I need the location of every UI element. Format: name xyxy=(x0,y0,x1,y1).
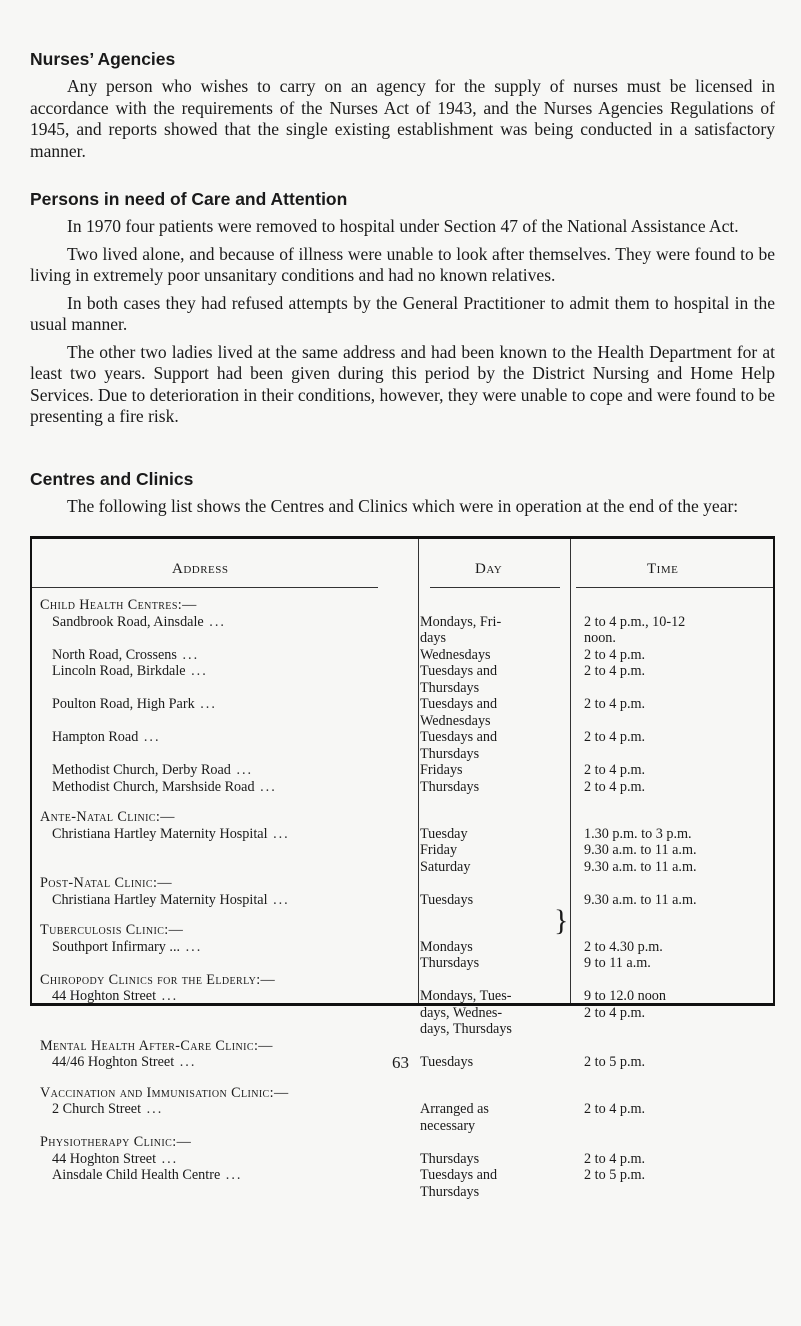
address-text: Lincoln Road, Birkdale xyxy=(52,663,186,679)
address-text: Ainsdale Child Health Centre xyxy=(52,1167,221,1183)
leader-dots: ... xyxy=(220,1167,243,1183)
time-cell: 2 to 4 p.m. xyxy=(584,696,646,712)
header-address: Address xyxy=(172,561,229,577)
table-row xyxy=(32,729,773,746)
leader-dots: ... xyxy=(156,988,179,1004)
address-text: 2 Church Street xyxy=(52,1101,142,1117)
address-cell xyxy=(32,779,412,796)
leader-dots: ... xyxy=(194,696,217,712)
table-row xyxy=(32,746,773,763)
table-row xyxy=(32,988,773,1005)
time-cell: 2 to 5 p.m. xyxy=(584,1054,646,1070)
day-cell: Mondays, Fri- xyxy=(420,613,502,630)
time-cell: 2 to 4 p.m. xyxy=(584,1004,646,1021)
heading-persons-in-need: Persons in need of Care and Attention xyxy=(30,189,348,209)
day-cell: Wednesdays xyxy=(420,646,491,663)
day-cell: days, Wednes- xyxy=(420,1004,503,1021)
address-cell xyxy=(32,663,412,680)
table-row xyxy=(32,663,773,680)
address-text: Hampton Road xyxy=(52,729,139,745)
day-cell: days xyxy=(420,630,447,646)
leader-dots: ... xyxy=(156,1150,179,1167)
address-cell xyxy=(32,939,412,956)
paragraph-persons-1: In 1970 four patients were removed to hospital under Section 47 of the National Assistance Act. xyxy=(67,216,739,236)
day-cell: Saturday xyxy=(420,858,471,875)
time-cell: 2 to 4 p.m. xyxy=(584,1101,646,1117)
time-cell: 2 to 4 p.m. xyxy=(584,1150,646,1167)
day-cell: necessary xyxy=(420,1117,476,1134)
leader-dots: ... xyxy=(185,663,208,679)
leader-dots: ... xyxy=(203,613,226,630)
day-cell: Tuesdays and xyxy=(420,696,498,712)
time-cell: 2 to 4 p.m. xyxy=(584,646,646,663)
paragraph-persons-4: The other two ladies lived at the same address and had been known to the Health Department for at least two years. Support had been given during this period by the District Nursing and Home Help Services. Due to deterioration in their conditions, however, they were unable to cope and were found to be presenting a fire risk. xyxy=(30,341,775,426)
address-cell xyxy=(32,647,412,664)
table-row xyxy=(32,1151,773,1168)
address-cell xyxy=(32,729,412,746)
time-cell: 2 to 4 p.m., 10-12 xyxy=(584,613,686,630)
address-text: Methodist Church, Derby Road xyxy=(52,762,231,778)
address-text: Methodist Church, Marshside Road xyxy=(52,778,255,795)
day-cell: Mondays xyxy=(420,938,473,955)
table-body xyxy=(32,597,773,1200)
time-cell: 9.30 a.m. to 11 a.m. xyxy=(584,842,697,858)
address-cell xyxy=(32,1151,412,1168)
leader-dots: ... xyxy=(230,762,254,778)
category-heading: Chiropody Clinics for the Elderly:— xyxy=(40,971,276,988)
row-spacer xyxy=(32,795,773,809)
address-text: Poulton Road, High Park xyxy=(52,696,195,712)
day-cell: Tuesdays and xyxy=(420,1167,498,1183)
table-row xyxy=(32,1021,773,1038)
time-cell: 2 to 4.30 p.m. xyxy=(584,938,663,955)
time-cell: 2 to 4 p.m. xyxy=(584,663,646,679)
day-cell: Friday xyxy=(420,842,458,858)
leader-dots: ... xyxy=(141,1101,164,1117)
table-row xyxy=(32,713,773,730)
leader-dots: ... xyxy=(174,1054,197,1070)
time-cell: 2 to 4 p.m. xyxy=(584,778,646,795)
time-cell: 9 to 11 a.m. xyxy=(584,955,651,971)
address-cell xyxy=(32,826,412,843)
category-heading: Post-Natal Clinic:— xyxy=(40,875,172,891)
day-cell: days, Thursdays xyxy=(420,1021,512,1037)
day-cell: Tuesdays xyxy=(420,891,474,908)
heading-centres-clinics: Centres and Clinics xyxy=(30,469,194,489)
category-heading: Physiotherapy Clinic:— xyxy=(40,1134,192,1150)
category-heading: Tuberculosis Clinic:— xyxy=(40,922,184,938)
address-cell xyxy=(32,1101,412,1118)
table-row xyxy=(32,1005,773,1022)
time-cell: 9 to 12.0 noon xyxy=(584,988,666,1004)
day-cell: Tuesday xyxy=(420,825,468,842)
leader-dots: ... xyxy=(254,778,277,795)
address-cell xyxy=(32,1167,412,1184)
day-cell: Tuesdays xyxy=(420,1054,474,1070)
header-rule xyxy=(32,587,378,588)
time-cell: 2 to 4 p.m. xyxy=(584,729,646,745)
day-cell: Thursdays xyxy=(420,955,480,971)
paragraph-persons-3: In both cases they had refused attempts by the General Practitioner to admit them to hospital in the usual manner. xyxy=(30,292,775,334)
section-nurses-agencies xyxy=(30,48,775,162)
table-row xyxy=(32,842,773,859)
table-row xyxy=(32,1184,773,1201)
leader-dots: ... xyxy=(267,825,290,842)
time-cell: 1.30 p.m. to 3 p.m. xyxy=(584,825,692,842)
header-rule xyxy=(430,587,560,588)
table-row xyxy=(32,859,773,876)
address-cell xyxy=(32,988,412,1005)
time-cell: 2 to 4 p.m. xyxy=(584,762,646,778)
day-cell: Arranged as xyxy=(420,1101,489,1117)
table-row xyxy=(32,826,773,843)
leader-dots: ... xyxy=(138,729,161,745)
table-row xyxy=(32,762,773,779)
time-cell: 9.30 a.m. to 11 a.m. xyxy=(584,858,697,875)
address-text: Christiana Hartley Maternity Hospital xyxy=(52,891,268,908)
address-cell xyxy=(32,892,412,909)
address-text: 44 Hoghton Street xyxy=(52,988,157,1004)
section-centres-clinics xyxy=(30,468,775,518)
day-cell: Thursdays xyxy=(420,1183,480,1200)
time-cell: 9.30 a.m. to 11 a.m. xyxy=(584,891,697,908)
table-row xyxy=(32,696,773,713)
category-heading: Mental Health After-Care Clinic:— xyxy=(40,1037,273,1054)
day-cell: Wednesdays xyxy=(420,712,491,729)
address-text: Sandbrook Road, Ainsdale xyxy=(52,613,204,630)
table-row xyxy=(32,1118,773,1135)
address-cell xyxy=(32,696,412,713)
table-row xyxy=(32,939,773,956)
address-text: Southport Infirmary ... xyxy=(52,938,181,955)
day-cell: Tuesdays and xyxy=(420,729,498,745)
day-cell: Thursdays xyxy=(420,1150,480,1167)
address-cell xyxy=(32,614,412,631)
page-number: 63 xyxy=(392,1053,409,1072)
table-row xyxy=(32,680,773,697)
day-cell: Thursdays xyxy=(420,745,480,762)
header-rule xyxy=(576,587,773,588)
category-heading: Child Health Centres:— xyxy=(40,597,197,613)
leader-dots: ... xyxy=(180,938,203,955)
table-row xyxy=(32,892,773,909)
heading-nurses-agencies: Nurses’ Agencies xyxy=(30,49,176,69)
table-row xyxy=(32,630,773,647)
address-text: 44/46 Hoghton Street xyxy=(52,1054,175,1070)
leader-dots: ... xyxy=(267,891,290,908)
table-row xyxy=(32,779,773,796)
category-heading: Ante-Natal Clinic:— xyxy=(40,809,175,825)
day-cell: Tuesdays and xyxy=(420,663,498,679)
address-text: 44 Hoghton Street xyxy=(52,1150,157,1167)
section-persons-in-need xyxy=(30,188,775,428)
address-text: North Road, Crossens xyxy=(52,646,177,663)
day-cell: Thursdays xyxy=(420,679,480,696)
header-time: Time xyxy=(647,561,679,577)
time-cell: 2 to 5 p.m. xyxy=(584,1167,646,1183)
address-cell xyxy=(32,762,412,779)
row-spacer xyxy=(32,908,773,922)
paragraph-nurses-agencies: Any person who wishes to carry on an agency for the supply of nurses must be licensed in accordance with the requirements of the Nurses Act of 1943, and the Nurses Agencies Regulations of 1945, and reports showed that the single existing establishment was being conducted in a satisfactory manner. xyxy=(30,76,775,161)
brace-symbol: } xyxy=(554,904,569,937)
table-row xyxy=(32,1167,773,1184)
day-cell: Fridays xyxy=(420,762,463,778)
table-row xyxy=(32,1101,773,1118)
address-text: Christiana Hartley Maternity Hospital xyxy=(52,825,268,842)
paragraph-centres-clinics: The following list shows the Centres and Clinics which were in operation at the end of the year: xyxy=(67,496,739,516)
time-cell: noon. xyxy=(584,630,616,646)
table-row xyxy=(32,614,773,631)
category-heading: Vaccination and Immunisation Clinic:— xyxy=(40,1084,289,1101)
leader-dots: ... xyxy=(176,646,200,663)
day-cell: Mondays, Tues- xyxy=(420,988,512,1004)
day-cell: Thursdays xyxy=(420,778,480,795)
table-row xyxy=(32,955,773,972)
header-day: Day xyxy=(475,561,503,577)
paragraph-persons-2: Two lived alone, and because of illness were unable to look after themselves. They were found to be living in extremely poor unsanitary conditions and had no known relatives. xyxy=(30,243,775,285)
table-row xyxy=(32,647,773,664)
